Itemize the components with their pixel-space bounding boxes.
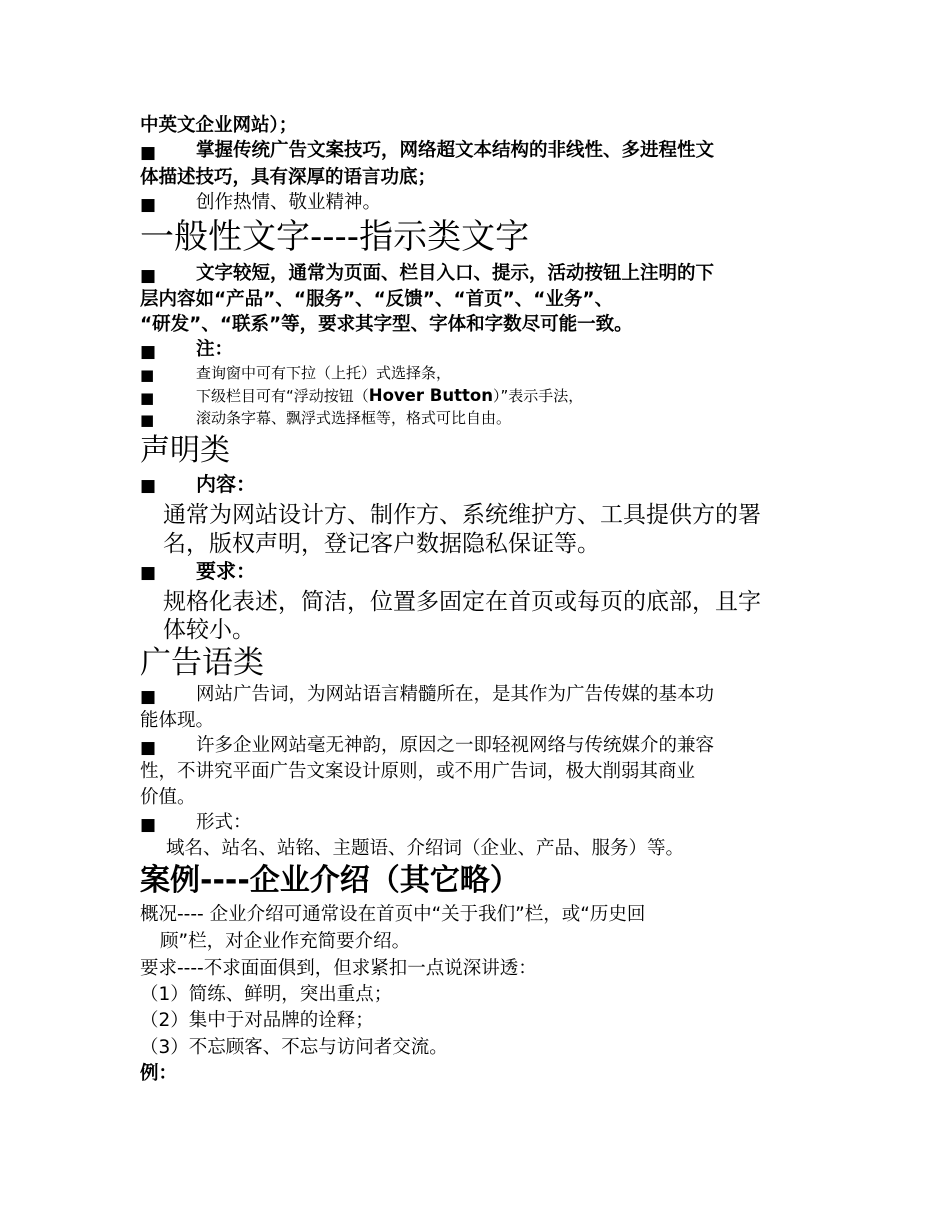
bullet-icon: ■: [140, 389, 155, 407]
ad-item-3-text: 域名、站名、站铭、主题语、介绍词（企业、产品、服务）等。: [166, 838, 685, 859]
case-overview: 概况---- 企业介绍可通常设在首页中“关于我们”栏，或“历史回: [140, 904, 646, 925]
case-example-label: 例：: [140, 1063, 178, 1084]
case-point-2: （2）集中于对品牌的诠释；: [140, 1010, 374, 1031]
heading-general-text: 一般性文字----指示类文字: [140, 217, 530, 257]
ad-item-1: 网站广告词，为网站语言精髓所在，是其作为广告传媒的基本功: [196, 684, 715, 705]
general-subitem-1: 查询窗中可有下拉（上托）式选择条，: [196, 364, 452, 382]
ad-item-1-cont: 能体现。: [140, 710, 215, 731]
intro-item-2: 创作热情、敬业精神。: [196, 192, 382, 213]
ad-item-2: 许多企业网站毫无神韵，原因之一即轻视网络与传统媒介的兼容: [196, 735, 715, 756]
bullet-icon: ■: [140, 563, 157, 583]
general-item-1-cont: 层内容如“产品”、“服务”、“反馈”、“首页”、“业务”、: [140, 289, 614, 310]
bullet-icon: ■: [140, 366, 155, 384]
heading-case: 案例----企业介绍（其它略）: [140, 863, 520, 898]
bullet-icon: ■: [140, 476, 157, 496]
statement-requirement-text-cont: 体较小。: [163, 617, 255, 643]
ad-item-2-cont2: 价值。: [140, 787, 196, 808]
general-item-1: 文字较短，通常为页面、栏目入口、提示，活动按钮上注明的下: [196, 263, 715, 284]
intro-item-1: 掌握传统广告文案技巧，网络超文本结构的非线性、多进程性文: [196, 140, 715, 161]
bullet-icon: ■: [140, 411, 155, 429]
heading-statement: 声明类: [140, 433, 230, 468]
general-subitem-2: 下级栏目可有“浮动按钮（Hover Button）”表示手法，: [196, 386, 584, 405]
intro-item-1-cont: 体描述技巧，具有深厚的语言功底；: [140, 167, 437, 188]
heading-ad-slogans: 广告语类: [140, 645, 264, 681]
bullet-icon: ■: [140, 687, 157, 707]
statement-content-label: 内容：: [196, 472, 256, 496]
statement-content-text: 通常为网站设计方、制作方、系统维护方、工具提供方的署: [163, 502, 761, 528]
bullet-icon: ■: [140, 738, 157, 758]
bullet-icon: ■: [140, 266, 157, 286]
general-item-note: 注：: [196, 339, 234, 360]
bullet-icon: ■: [140, 143, 157, 163]
case-overview-cont: 顾”栏，对企业作充简要介绍。: [160, 931, 411, 952]
intro-line-1: 中英文企业网站）；: [140, 115, 298, 136]
case-point-1: （1）简练、鲜明，突出重点；: [140, 984, 393, 1005]
case-requirement: 要求----不求面面俱到，但求紧扣一点说深讲透：: [140, 958, 537, 979]
general-item-1-cont2: “研发”、“联系”等，要求其字型、字体和字数尽可能一致。: [140, 314, 633, 335]
case-point-3: （3）不忘顾客、不忘与访问者交流。: [140, 1037, 448, 1058]
bullet-icon: ■: [140, 342, 157, 362]
bullet-icon: ■: [140, 195, 157, 215]
statement-content-text-cont: 名，版权声明，登记客户数据隐私保证等。: [163, 531, 600, 557]
bullet-icon: ■: [140, 815, 157, 835]
general-subitem-3: 滚动条字幕、飘浮式选择框等，格式可比自由。: [196, 409, 512, 427]
ad-item-2-cont: 性，不讲究平面广告文案设计原则，或不用广告词，极大削弱其商业: [140, 761, 696, 782]
statement-requirement-label: 要求：: [196, 559, 256, 583]
statement-requirement-text: 规格化表述，简洁，位置多固定在首页或每页的底部，且字: [163, 589, 761, 615]
ad-item-3: 形式：: [196, 812, 252, 833]
